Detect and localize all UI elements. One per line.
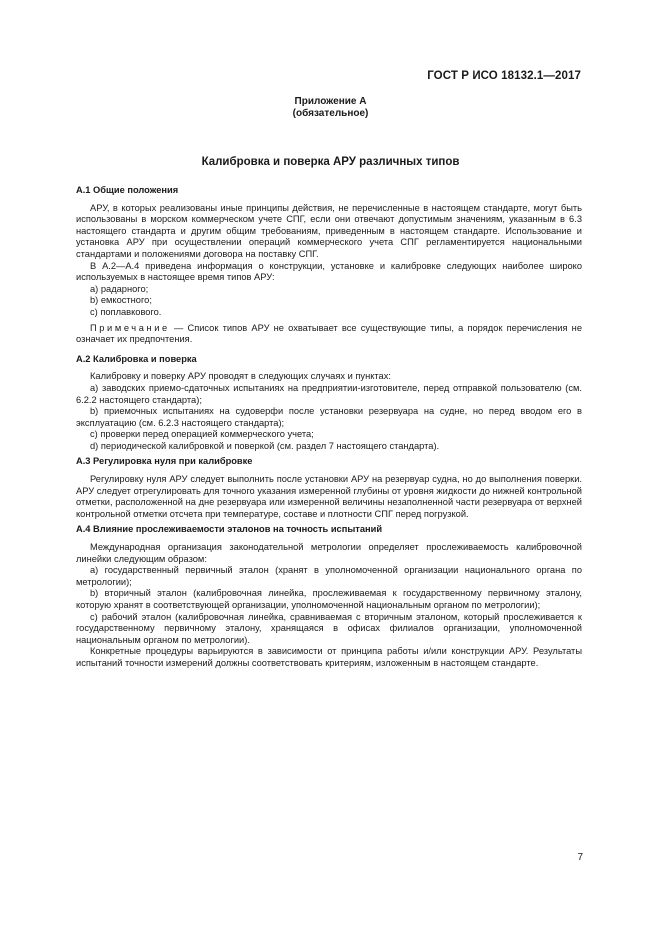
section-a4-paragraph-2: Конкретные процедуры варьируются в зависимости от принципа работы и/или конструкции АРУ. Результаты испытаний точности измерений должны соответствовать критериям, изложенным в настоящем стандарте.: [76, 646, 582, 668]
list-item: с) проверки перед операцией коммерческого учета;: [90, 429, 314, 440]
list-item: а) государственный первичный эталон (хранят в уполномоченной организации национального органа по метрологии);: [76, 565, 582, 587]
section-a1-paragraph-1: АРУ, в которых реализованы иные принципы действия, не перечисленные в настоящем стандарте, могут быть использованы в морском коммерческом учете СПГ, если они отвечают допустимым значениям, указанным в 6.3 настоящего стандарта и другим общим требованиям, приведенным в настоящем стандарте. Использование и установка АРУ при осуществлении операций коммерческого учета СПГ регламентируется национальными стандартами и положениями договора на поставку СПГ.: [76, 202, 582, 259]
section-a2-paragraph-1: Калибровку и поверку АРУ проводят в следующих случаях и пунктах:: [90, 371, 391, 382]
list-item: d) периодической калибровкой и поверкой (см. раздел 7 настоящего стандарта).: [90, 440, 440, 451]
section-a3-heading: А.3 Регулировка нуля при калибровке: [76, 456, 253, 467]
document-id: ГОСТ Р ИСО 18132.1—2017: [427, 70, 581, 82]
section-a1-paragraph-2: В А.2—А.4 приведена информация о конструкции, установке и калибровке следующих наиболее широко используемых в настоящее время типов АРУ:: [76, 260, 582, 283]
document-body: [76, 185, 582, 670]
annex-status: (обязательное): [292, 108, 369, 119]
annex-heading: [0, 96, 661, 120]
list-item: а) заводских приемо-сдаточных испытаниях на предприятии-изготовителе, перед отправкой пользователю (см. 6.2.2 настоящего стандарта);: [76, 382, 582, 405]
section-a1-note: [76, 323, 582, 346]
section-a2-heading: А.2 Калибровка и поверка: [76, 353, 197, 364]
list-item: b) вторичный эталон (калибровочная линейка, прослеживаемая к государственному первичному эталону, которую хранят в соответствующей организации, уполномоченной национальным органом по метрологии);: [76, 588, 582, 610]
note-label: Примечание: [90, 322, 170, 333]
annex-title: Приложение А: [294, 96, 367, 107]
page-title: Калибровка и поверка АРУ различных типов: [201, 156, 460, 168]
list-item: b) емкостного;: [90, 295, 152, 306]
section-a3-paragraph-1: Регулировку нуля АРУ следует выполнить после установки АРУ на резервуар судна, но до выполнения поверки. АРУ следует отрегулировать для точного указания измеренной глубины от уровня жидкости до нижней контрольной отметки, расположенной на дне резервуара или измеренной величины незаполненной части резервуара от верхней контрольной отметки отсчета при температуре, составе и плотности СПГ перед погрузкой.: [76, 474, 582, 519]
page-number: 7: [577, 852, 583, 863]
section-a4-paragraph-1: Международная организация законодательной метрологии определяет прослеживаемость калибровочной линейки следующим образом:: [76, 542, 582, 564]
list-item: b) приемочных испытаниях на судоверфи после установки резервуара на судне, но перед вводом его в эксплуатацию (см. 6.2.3 настоящего стандарта);: [76, 406, 582, 428]
section-a4-heading: А.4 Влияние прослеживаемости эталонов на точность испытаний: [76, 524, 383, 535]
section-a1-heading: А.1 Общие положения: [76, 185, 179, 195]
note-text: — Список типов АРУ не охватывает все существующие типы, а порядок перечисления не означает их предпочтения.: [76, 322, 582, 345]
list-item: с) поплавкового.: [90, 306, 162, 317]
list-item: с) рабочий эталон (калибровочная линейка, сравниваемая с вторичным эталоном, который прослеживается к государственному первичному эталону, хранящаяся в офисах филиалов организации, уполномоченной национальным органом по метрологии).: [76, 611, 582, 645]
list-item: а) радарного;: [90, 283, 149, 294]
